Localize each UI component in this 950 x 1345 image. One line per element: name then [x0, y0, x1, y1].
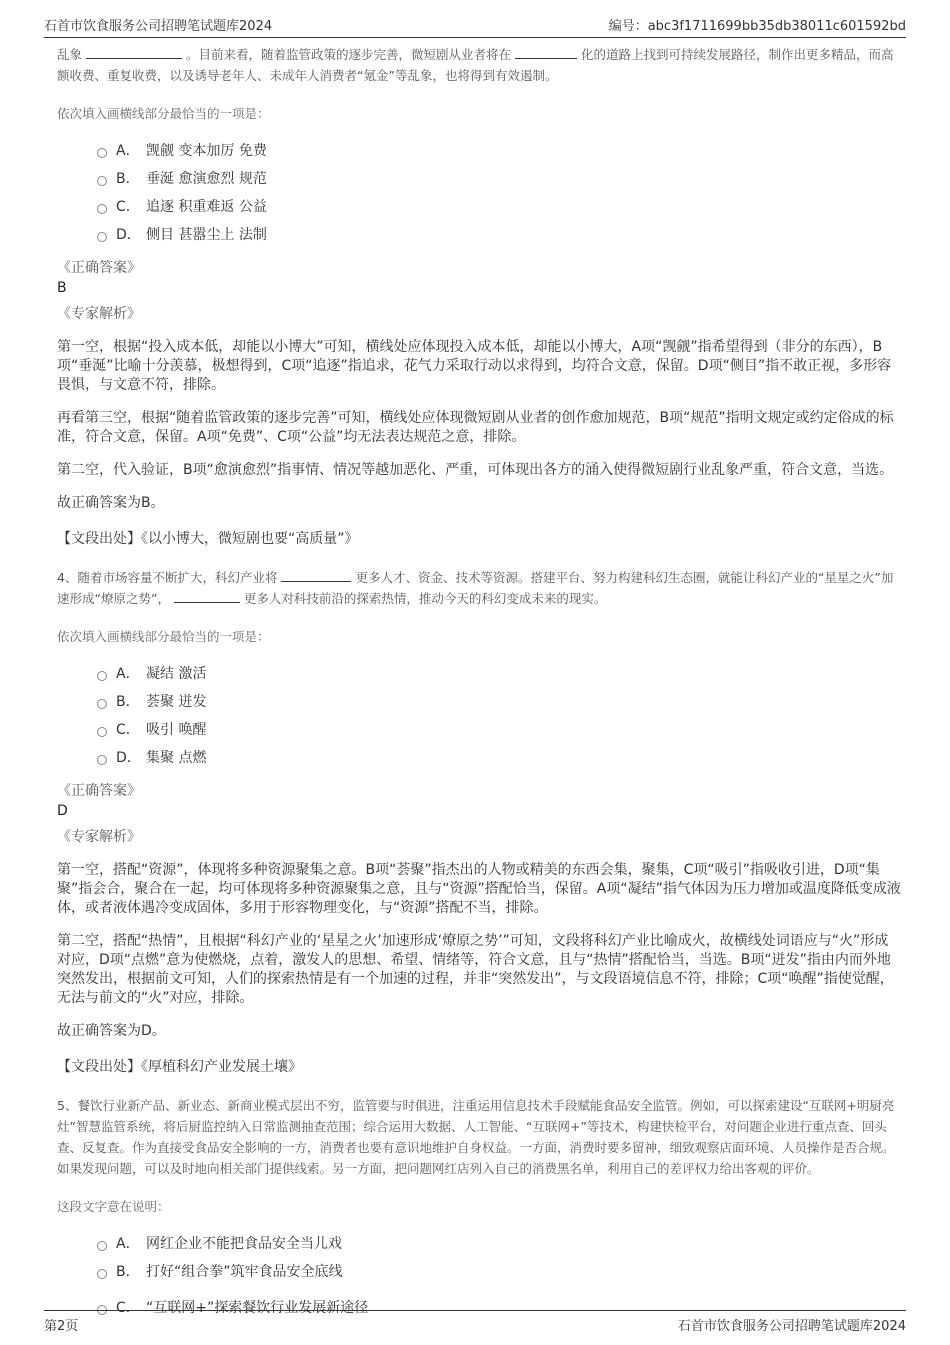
q4-option-b[interactable]	[97, 687, 902, 715]
option-letter: B．	[116, 171, 140, 187]
radio-icon[interactable]	[97, 671, 107, 681]
q5-option-b[interactable]	[97, 1257, 902, 1285]
option-text: 荟聚 迸发	[146, 694, 207, 710]
option-letter: C．	[116, 199, 140, 215]
q4-analysis-conclusion: 故正确答案为D。	[57, 1023, 166, 1039]
option-letter: C．	[116, 1300, 140, 1316]
page-header	[44, 14, 906, 38]
radio-icon[interactable]	[97, 727, 107, 737]
q4-prompt: 依次填入画横线部分最恰当的一项是：	[57, 629, 270, 644]
q3-blank-1	[86, 46, 182, 59]
option-text: “互联网+”探索餐饮行业发展新途径	[146, 1300, 369, 1316]
option-text: 集聚 点燃	[146, 750, 207, 766]
q3-source: 【文段出处】《以小博大，微短剧也要“高质量”》	[57, 531, 359, 547]
option-letter: D．	[116, 750, 141, 766]
radio-icon[interactable]	[97, 176, 107, 186]
option-text: 觊觎 变本加厉 免费	[146, 143, 267, 159]
q3-options	[97, 136, 902, 248]
q4-option-a[interactable]	[97, 659, 902, 687]
q3-analysis-conclusion: 故正确答案为B。	[57, 495, 165, 511]
q4-analysis-paragraph: 第一空，搭配“资源”，体现将多种资源聚集之意。B项“荟聚”指杰出的人物或精美的东西会集，聚集，C项“吸引”指吸收引进，D项“集聚”指会合，聚合在一起，均可体现将多种资源聚集之意，且与“资源”搭配恰当，保留。A项“凝结”指气体因为压力增加或温度降低变成液体，或者液体遇冷变成固体，多用于形容物理变化，与“资源”搭配不当，排除。	[57, 862, 901, 916]
q4-blank-1	[281, 569, 351, 582]
radio-icon[interactable]	[97, 1241, 107, 1251]
option-text: 打好“组合拳”筑牢食品安全底线	[146, 1264, 343, 1280]
q5-prompt: 这段文字意在说明：	[57, 1199, 170, 1214]
q5-option-a[interactable]	[97, 1229, 902, 1257]
option-text: 垂涎 愈演愈烈 规范	[146, 171, 267, 187]
q3-stem	[57, 44, 902, 86]
q3-option-a[interactable]	[97, 136, 902, 164]
radio-icon[interactable]	[97, 755, 107, 765]
q3-analysis-label: 《专家解析》	[57, 306, 141, 322]
radio-icon[interactable]	[97, 1269, 107, 1279]
option-letter: A．	[116, 1236, 140, 1252]
page-content	[57, 44, 902, 1321]
option-text: 凝结 激活	[146, 666, 207, 682]
q4-stem-part-a: 4、随着市场容量不断扩大，科幻产业将	[57, 570, 278, 585]
q3-analysis-paragraph: 再看第三空，根据“随着监管政策的逐步完善”可知，横线处应体现微短剧从业者的创作愈加规范，B项“规范”指明文规定或约定俗成的标准，符合文意，保留。A项“免费”、C项“公益”均无法表达规范之意，排除。	[57, 410, 894, 445]
q4-options	[97, 659, 902, 771]
option-text: 追逐 积重难返 公益	[146, 199, 267, 215]
header-serial-number: 编号：abc3f1711699bb35db38011c601592bd	[608, 18, 906, 34]
option-letter: C．	[116, 722, 140, 738]
q3-answer: B	[57, 280, 67, 296]
q4-stem-part-b: 更多人才、资金、技术等资源。搭建平台、努力构建科幻生态圈，就能让科幻产业的“星星之火”加速形成“燎原之势”，	[57, 570, 894, 606]
page-number: 第2页	[44, 1318, 79, 1334]
option-letter: B．	[116, 694, 140, 710]
q4-answer-label: 《正确答案》	[57, 783, 141, 799]
q3-option-c[interactable]	[97, 192, 902, 220]
q3-analysis-paragraph: 第二空，代入验证，B项“愈演愈烈”指事情、情况等越加恶化、严重，可体现出各方的涌入使得微短剧行业乱象严重，符合文意，当选。	[57, 462, 894, 478]
option-text: 吸引 唤醒	[146, 722, 207, 738]
q4-stem-part-c: 更多人对科技前沿的探索热情，推动今天的科幻变成未来的现实。	[243, 591, 607, 606]
q3-option-d[interactable]	[97, 220, 902, 248]
footer-title: 石首市饮食服务公司招聘笔试题库2024	[677, 1318, 906, 1334]
q4-analysis-label: 《专家解析》	[57, 829, 141, 845]
radio-icon[interactable]	[97, 232, 107, 242]
header-title: 石首市饮食服务公司招聘笔试题库2024	[44, 18, 273, 34]
q4-source: 【文段出处】《厚植科幻产业发展土壤》	[57, 1059, 302, 1075]
q4-answer: D	[57, 803, 68, 819]
q3-stem-part-b: 。目前来看，随着监管政策的逐步完善，微短剧从业者将在	[185, 47, 511, 62]
q5-options	[97, 1229, 902, 1321]
option-text: 网红企业不能把食品安全当儿戏	[146, 1236, 342, 1252]
q4-option-d[interactable]	[97, 743, 902, 771]
q3-stem-part-a: 乱象	[57, 47, 83, 62]
q3-stem-part-c: 化的道路上找到可持续发展路径，制作出更多精品，而高额收费、重复收费，以及诱导老年人、未成年人消费者“氪金”等乱象，也将得到有效遏制。	[57, 47, 894, 83]
q4-option-c[interactable]	[97, 715, 902, 743]
q3-prompt: 依次填入画横线部分最恰当的一项是：	[57, 106, 270, 121]
q4-blank-2	[174, 590, 240, 603]
q3-analysis-paragraph: 第一空，根据“投入成本低，却能以小博大”可知，横线处应体现投入成本低，却能以小博大，A项“觊觎”指希望得到（非分的东西），B项“垂涎”比喻十分羡慕，极想得到，C项“追逐”指追求，花气力采取行动以求得到，均符合文意，保留。D项“侧目”指不敢正视，多形容畏惧，与文意不符，排除。	[57, 339, 892, 393]
option-letter: A．	[116, 143, 140, 159]
page-footer	[44, 1310, 906, 1334]
q5-stem: 5、餐饮行业新产品、新业态、新商业模式层出不穷，监管要与时俱进，注重运用信息技术手段赋能食品安全监管。例如，可以探索建设“互联网+明厨亮灶”智慧监管系统，将后厨监控纳入日常监测抽查范围；综合运用大数据、人工智能、“互联网+”等技术，构建快检平台，对问题企业进行重点查、回头查、反复查。作为直接受食品安全影响的一方，消费者也要有意识地维护自身权益。一方面，消费时要多留神，细致观察店面环境、人员操作是否合规。如果发现问题，可以及时地向相关部门提供线索。另一方面，把问题网红店列入自己的消费黑名单，利用自己的差评权力给出客观的评价。	[57, 1098, 895, 1176]
q3-answer-label: 《正确答案》	[57, 260, 141, 276]
radio-icon[interactable]	[97, 148, 107, 158]
option-text: 侧目 甚嚣尘上 法制	[146, 227, 267, 243]
q3-blank-3	[515, 46, 577, 59]
radio-icon[interactable]	[97, 699, 107, 709]
q4-stem	[57, 567, 902, 609]
option-letter: A．	[116, 666, 140, 682]
option-letter: B．	[116, 1264, 140, 1280]
option-letter: D．	[116, 227, 141, 243]
q4-analysis-paragraph: 第二空，搭配“热情”，且根据“科幻产业的‘星星之火’加速形成‘燎原之势’”可知，文段将科幻产业比喻成火，故横线处词语应与“火”形成对应，D项“点燃”意为使燃烧，点着，激发人的思想、希望、情绪等，符合文意，且与“热情”搭配恰当，当选。B项“迸发”指由内而外地突然发出，根据前文可知，人们的探索热情是有一个加速的过程，并非“突然发出”，与文段语境信息不符，排除；C项“唤醒”指使觉醒，无法与前文的“火”对应，排除。	[57, 933, 894, 1006]
radio-icon[interactable]	[97, 204, 107, 214]
q3-option-b[interactable]	[97, 164, 902, 192]
